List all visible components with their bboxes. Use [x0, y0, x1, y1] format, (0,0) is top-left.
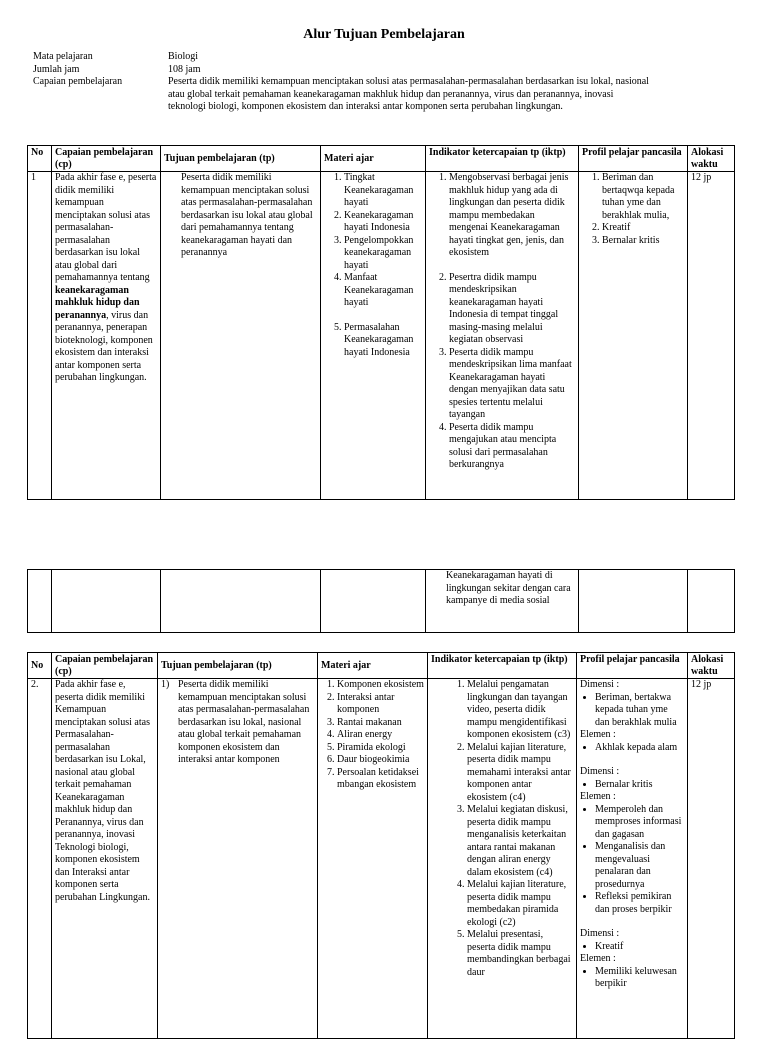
list-item: 1. Tingkat Keanekaragaman hayati — [344, 172, 422, 210]
atp-table-2 — [27, 652, 735, 1039]
list-item: 4. Manfaat Keanekaragaman hayati — [344, 272, 422, 310]
row1-cp-text-b: , virus dan peranannya, penerapan bioteknologi, komponen ekosistem dan interaksi antar komponen serta perubahan lingkungan. — [55, 309, 153, 383]
row2-iktp — [428, 679, 577, 1039]
row1-iktp — [426, 172, 579, 500]
meta-hours-value: 108 jam — [168, 63, 201, 75]
profil-dimensi-label: Dimensi : — [580, 766, 620, 777]
list-item: • Memiliki keluwesan berpikir — [595, 966, 684, 991]
row2-materi-list — [321, 679, 424, 792]
header-no: No — [28, 146, 52, 172]
row1c-iktp-text: Keanekaragaman hayati di lingkungan sekitar dengan cara kampanye di media sosial — [446, 570, 571, 606]
list-item: 3. Melalui kegiatan diskusi, peserta didik mampu menganalisis keterkaitan antara rantai makanan dengan aliran energy dalam ekosistem (c4) — [467, 804, 573, 879]
list-item: • Akhlak kepada alam — [595, 742, 684, 755]
profil-dimensi-list — [580, 941, 684, 954]
row2-cp: Pada akhir fase e, peserta didik memiliki Kemampuan menciptakan solusi atas Permasalahan-permasalahan berdasarkan isu Lokal, nasional atau global terkait pemahaman Keanekaragaman makhluk hidup dan Peranannya, virus dan peranannya, inovasi Teknologi biologi, komponen ekosistem dan Interaksi antar komponen serta perubahan Lingkungan. — [52, 679, 158, 1039]
document-meta — [33, 51, 653, 114]
meta-hours-row — [33, 64, 653, 77]
row1c-tp — [161, 570, 321, 633]
row1-materi-list — [324, 172, 422, 359]
header-cp: Capaian pembelajaran (cp) — [52, 653, 158, 679]
row1-cp — [52, 172, 161, 500]
atp-table-1 — [27, 145, 735, 500]
list-item: 6. Daur biogeokimia — [337, 754, 424, 767]
meta-cp-row — [33, 76, 653, 114]
meta-cp-label: Capaian pembelajaran — [33, 76, 123, 87]
profil-elemen-list — [580, 804, 684, 917]
list-item: 2. Keanekaragaman hayati Indonesia — [344, 210, 422, 235]
list-item: 3. Peserta didik mampu mendeskripsikan lima manfaat Keanekaragaman hayati dengan menyajikan data satu spesies tertentu melalui tayangan — [449, 347, 575, 422]
meta-subject-row — [33, 51, 653, 64]
header-tp: Tujuan pembelajaran (tp) — [161, 146, 321, 172]
list-item: • Refleksi pemikiran dan proses berpikir — [595, 891, 684, 916]
list-item: 2. Melalui kajian literature, peserta didik mampu memahami interaksi antar komponen antar ekosistem (c4) — [467, 742, 573, 805]
list-item: 1. Melalui pengamatan lingkungan dan tayangan video, peserta didik mampu mengidentifikasi komponen ekosistem (c3) — [467, 679, 573, 742]
list-item: 1) Peserta didik memiliki kemampuan menciptakan solusi atas permasalahan-permasalahan berdasarkan isu lokal, nasional atau global terkait pemahaman komponen ekosistem dan interaksi antar komponen — [178, 679, 314, 767]
header-cp: Capaian pembelajaran (cp) — [52, 146, 161, 172]
profil-dimensi-label: Dimensi : — [580, 928, 620, 939]
profil-dimensi-list — [580, 692, 684, 730]
list-item: • Memperoleh dan memproses informasi dan gagasan — [595, 804, 684, 842]
header-iktp: Indikator ketercapaian tp (iktp) — [426, 146, 579, 172]
profil-elemen-label: Elemen : — [580, 953, 616, 964]
list-item: 1. Beriman dan bertaqwqa kepada tuhan yme dan berakhlak mulia, — [602, 172, 684, 222]
list-item: 1. Komponen ekosistem — [337, 679, 424, 692]
list-item: 3. Bernalar kritis — [602, 235, 684, 248]
list-item: 5. Permasalahan Keanekaragaman hayati Indonesia — [344, 322, 422, 360]
table-row — [28, 679, 735, 1039]
list-item: 5. Melalui presentasi, peserta didik mampu membandingkan berbagai daur — [467, 929, 573, 979]
list-item: • Beriman, bertakwa kepada tuhan yme dan berakhlak mulia — [595, 692, 684, 730]
table-row — [28, 172, 735, 500]
list-item: • Menganalisis dan mengevaluasi penalaran dan prosedurnya — [595, 841, 684, 891]
table-header-row — [28, 653, 735, 679]
document-title: Alur Tujuan Pembelajaran — [303, 27, 465, 42]
list-item: 3. Rantai makanan — [337, 717, 424, 730]
meta-subject-value: Biologi — [168, 51, 199, 62]
table-row — [28, 570, 735, 633]
header-profil: Profil pelajar pancasila — [579, 146, 688, 172]
profil-elemen-list — [580, 742, 684, 755]
list-item: 5. Piramida ekologi — [337, 742, 424, 755]
row1-tp — [161, 172, 321, 500]
list-item: 1. Mengobservasi berbagai jenis makhluk hidup yang ada di lingkungan dan peserta didik mampu membedakan mengenai Keanekaragaman hayati tingkat gen, jenis, dan ekosistem — [449, 172, 575, 260]
header-profil: Profil pelajar pancasila — [577, 653, 688, 679]
row1c-no — [28, 570, 52, 633]
row1c-iktp — [426, 570, 579, 633]
row1-profil-list — [582, 172, 684, 247]
row2-materi — [318, 679, 428, 1039]
list-item: • Bernalar kritis — [595, 779, 684, 792]
header-alokasi: Alokasi waktu — [688, 146, 735, 172]
row1-iktp-list — [429, 172, 575, 472]
profil-elemen-list — [580, 966, 684, 991]
row1-no: 1 — [28, 172, 52, 500]
list-item: 4. Melalui kajian literature, peserta didik mampu membedakan piramida ekologi (c2) — [467, 879, 573, 929]
row1-cp-bold: keanekaragaman mahkluk hidup dan peranannya — [55, 284, 140, 321]
header-tp: Tujuan pembelajaran (tp) — [158, 653, 318, 679]
row1c-profil — [579, 570, 688, 633]
row1c-materi — [321, 570, 426, 633]
row2-no: 2. — [28, 679, 52, 1039]
list-item: 4. Peserta didik mampu mengajukan atau mencipta solusi dari permasalahan berkurangnya — [449, 422, 575, 472]
list-item: 3. Pengelompokkan keanekaragaman hayati — [344, 235, 422, 273]
meta-hours-label: Jumlah jam — [33, 63, 80, 75]
header-alokasi: Alokasi waktu — [688, 653, 735, 679]
list-item: 2. Interaksi antar komponen — [337, 692, 424, 717]
row1-materi — [321, 172, 426, 500]
row1-tp-text: Peserta didik memiliki kemampuan menciptakan solusi atas permasalahan-permasalahan berdasarkan isu lokal atau global dari pemahamannya tentang keanekaragaman hayati dan peranannya — [181, 172, 313, 258]
table-header-row — [28, 146, 735, 172]
profil-elemen-label: Elemen : — [580, 729, 616, 740]
row1-profil — [579, 172, 688, 500]
row1-cp-text-a: Pada akhir fase e, peserta didik memiliki kemampuan menciptakan solusi atas permasalahan-permasalahan berdasarkan isu lokal atau global dari pemahamannya tentang — [55, 172, 157, 283]
header-iktp: Indikator ketercapaian tp (iktp) — [428, 653, 577, 679]
list-item: 2. Pesertra didik mampu mendeskripsikan keanekaragaman hayati Indonesia di tempat tinggal masing-masing melalui kegiatan observasi — [449, 272, 575, 347]
meta-subject-label: Mata pelajaran — [33, 51, 93, 62]
row2-tp — [158, 679, 318, 1039]
atp-table-1-continued — [27, 569, 735, 633]
profil-dimensi-label: Dimensi : — [580, 679, 620, 690]
row2-profil — [577, 679, 688, 1039]
row1-alokasi: 12 jp — [688, 172, 735, 500]
header-no: No — [28, 653, 52, 679]
row1c-alokasi — [688, 570, 735, 633]
list-item: • Kreatif — [595, 941, 684, 954]
list-item: 2. Kreatif — [602, 222, 684, 235]
header-materi: Materi ajar — [321, 146, 426, 172]
row2-tp-list — [161, 679, 314, 767]
row2-alokasi: 12 jp — [688, 679, 735, 1039]
header-materi: Materi ajar — [318, 653, 428, 679]
profil-elemen-label: Elemen : — [580, 791, 616, 802]
profil-dimensi-list — [580, 779, 684, 792]
row2-iktp-list — [431, 679, 573, 979]
list-item: 7. Persoalan ketidakseimbangan ekosistem — [337, 767, 424, 792]
row1c-cp — [52, 570, 161, 633]
list-item: 4. Aliran energy — [337, 729, 424, 742]
meta-cp-value: Peserta didik memiliki kemampuan menciptakan solusi atas permasalahan-permasalahan berdasarkan isu lokal, nasional atau global terkait pemahaman keanekaragaman makhluk hidup dan peranannya, virus dan peranannya, inovasi teknologi biologi, komponen ekosistem dan interaksi antar komponen serta perubahan lingkungan. — [168, 76, 649, 112]
